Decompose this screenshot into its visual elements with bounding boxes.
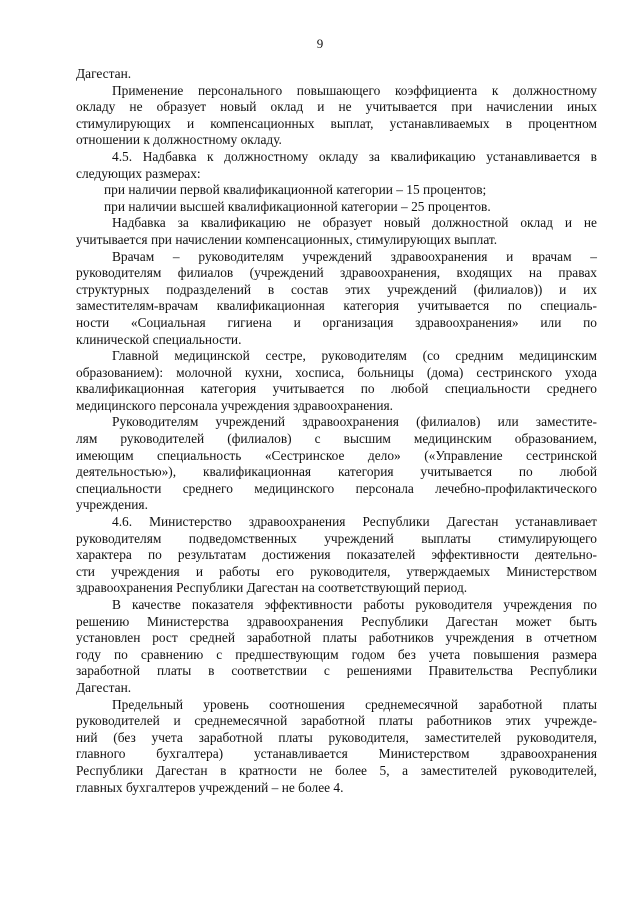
text-line: руководителям филиалов (учреждений здравоохранения, входящих на правах [76, 265, 597, 281]
text-line: году по сравнению с предшествующим годом без учета повышения размера [76, 646, 597, 662]
text-line: при наличии высшей квалификационной категории – 25 процентов. [104, 198, 491, 214]
text-line: 4.5. Надбавка к должностному окладу за квалификацию устанавливается в [112, 148, 597, 164]
text-line: главного бухгалтера) устанавливается Министерством здравоохранения [76, 746, 597, 762]
text-line: следующих размерах: [76, 165, 201, 181]
text-line: при наличии первой квалификационной категории – 15 процентов; [104, 182, 487, 198]
text-line: 4.6. Министерство здравоохранения Республики Дагестан устанавливает [112, 514, 597, 530]
text-line: отношении к должностному окладу. [76, 132, 282, 148]
text-line: ний (без учета заработной платы руководителя, заместителей руководителя, [76, 729, 597, 745]
text-line: Главной медицинской сестре, руководителям (со средним медицинским [112, 348, 597, 364]
text-line: квалификационная категория учитывается по любой специальности среднего [76, 381, 597, 397]
text-line: заработной платы в соответствии с решениями Правительства Республики [76, 663, 597, 679]
page-number: 9 [316, 36, 324, 51]
text-line: Врачам – руководителям учреждений здравоохранения и врачам – [112, 248, 597, 264]
text-line: окладу не образует новый оклад и не учитывается при начислении иных [76, 99, 597, 115]
text-line: учитывается при начислении компенсационных, стимулирующих выплат. [76, 231, 498, 247]
text-line: образованием): молочной кухни, хосписа, больницы (дома) сестринского ухода [76, 364, 597, 380]
text-line: специальности среднего медицинского персонала лечебно-профилактического [76, 480, 597, 496]
text-line: Руководителям учреждений здравоохранения (филиалов) или заместите- [112, 414, 597, 430]
text-line: заместителям-врачам квалификационная категория учитывается по специаль- [76, 298, 597, 314]
text-line: ности «Социальная гигиена и организация здравоохранения» или по [76, 314, 597, 330]
text-line: руководителям подведомственных учреждений выплаты стимулирующего [76, 530, 597, 546]
text-line: Предельный уровень соотношения среднемесячной заработной платы [112, 696, 597, 712]
text-line: Республики Дагестан в кратности не более 5, а заместителей руководителей, [76, 762, 597, 778]
text-line: Применение персонального повышающего коэффициента к должностному [112, 82, 597, 98]
text-line: имеющим специальность «Сестринское дело» («Управление сестринской [76, 447, 597, 463]
text-line: стимулирующих и компенсационных выплат, устанавливаемых в процентном [76, 115, 597, 131]
text-line: решению Министерства здравоохранения Республики Дагестан может быть [76, 613, 597, 629]
text-line: руководителей и среднемесячной заработной платы работников этих учрежде- [76, 713, 597, 729]
text-line: деятельностью»), квалификационная категория учитывается по любой [76, 464, 597, 480]
text-line: установлен рост средней заработной платы работников учреждения в отчетном [76, 630, 597, 646]
text-line: Дагестан. [76, 66, 132, 81]
text-line: сти учреждения и работы его руководителя, утверждаемых Министерством [76, 563, 597, 579]
text-line: здравоохранения Республики Дагестан на соответствующий период. [76, 580, 468, 596]
text-line: Дагестан. [76, 679, 132, 695]
document-body [76, 66, 597, 796]
text-line: В качестве показателя эффективности работы руководителя учреждения по [112, 597, 597, 612]
text-line: клинической специальности. [76, 331, 242, 347]
text-line: Надбавка за квалификацию не образует новый должностной оклад и не [112, 215, 597, 231]
text-line: главных бухгалтеров учреждений – не более 4. [76, 779, 344, 795]
text-line: учреждения. [76, 497, 148, 513]
text-line: лям руководителей (филиалов) с высшим медицинским образованием, [76, 431, 597, 447]
text-line: структурных подразделений в состав этих учреждений (филиалов)) и их [76, 281, 597, 297]
text-line: медицинского персонала учреждения здравоохранения. [76, 397, 394, 413]
text-line: характера по результатам достижения показателей эффективности деятельно- [76, 547, 597, 563]
